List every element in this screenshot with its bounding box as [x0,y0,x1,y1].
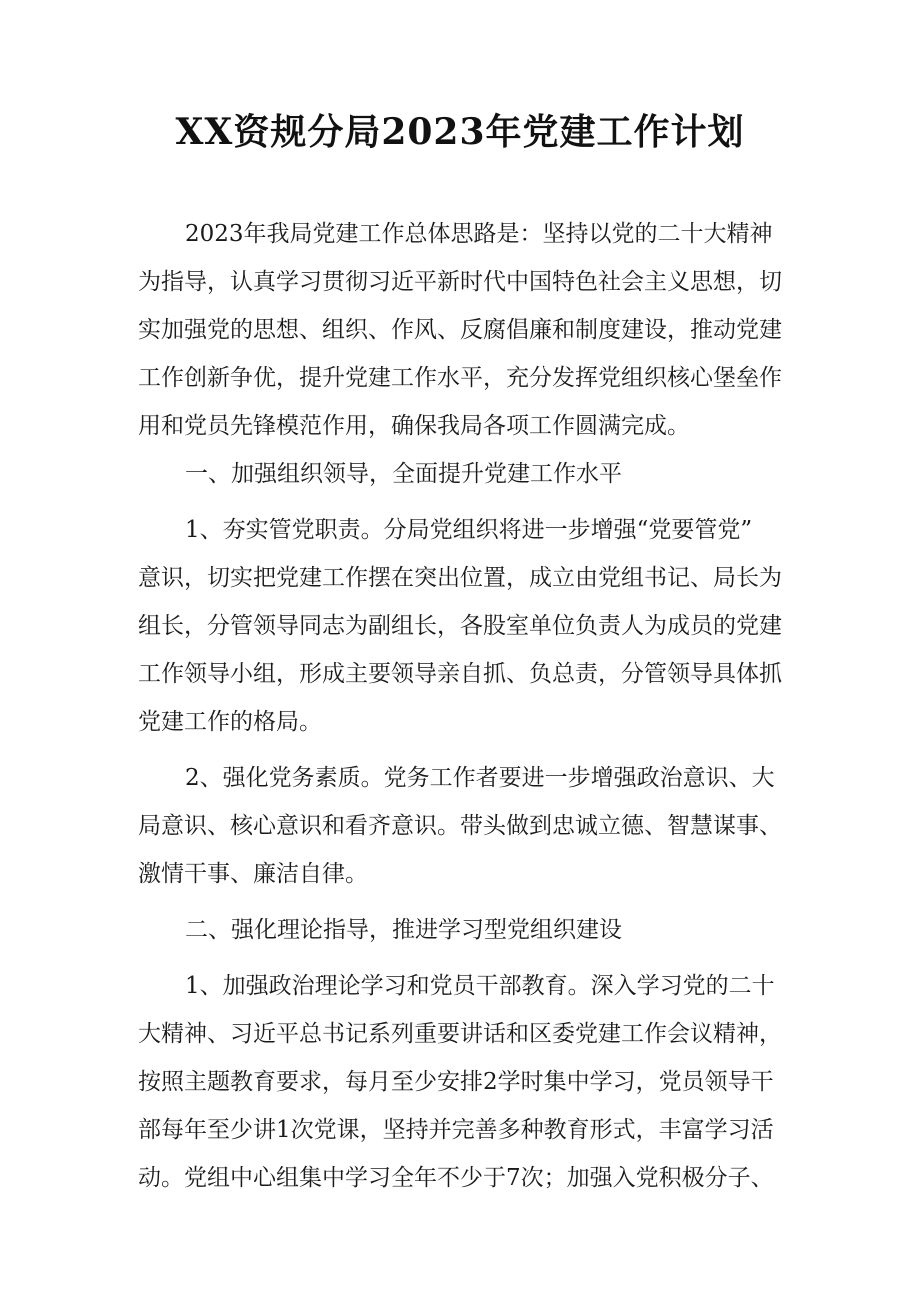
paragraph-line: 局意识、核心意识和看齐意识。带头做到忠诚立德、智慧谋事、 [138,813,782,839]
paragraph-line: 按照主题教育要求，每月至少安排2学时集中学习，党员领导干 [138,1069,774,1095]
paragraph-line: 1、加强政治理论学习和党员干部教育。深入学习党的二十 [185,973,775,999]
paragraph-line: 用和党员先锋模范作用，确保我局各项工作圆满完成。 [138,413,690,439]
paragraph-line: 2023年我局党建工作总体思路是：坚持以党的二十大精神 [185,221,773,247]
paragraph-line: 2、强化党务素质。党务工作者要进一步增强政治意识、大 [185,765,775,791]
paragraph-line: 激情干事、廉洁自律。 [138,861,368,887]
paragraph-line: 党建工作的格局。 [138,709,322,735]
paragraph-line: 实加强党的思想、组织、作风、反腐倡廉和制度建设，推动党建 [138,317,782,343]
document-title: XX资规分局2023年党建工作计划 [175,111,745,153]
paragraph-line: 大精神、习近平总书记系列重要讲话和区委党建工作会议精神， [138,1021,782,1047]
document-body [138,210,798,1202]
paragraph-line: 为指导，认真学习贯彻习近平新时代中国特色社会主义思想，切 [138,269,782,295]
paragraph-line: 1、夯实管党职责。分局党组织将进一步增强“党要管党” [185,517,753,543]
section-heading: 一、加强组织领导，全面提升党建工作水平 [185,461,622,487]
paragraph-line: 工作创新争优，提升党建工作水平，充分发挥党组织核心堡垒作 [138,365,782,391]
paragraph-line: 工作领导小组，形成主要领导亲自抓、负总责，分管领导具体抓 [138,661,782,687]
section-heading: 二、强化理论指导，推进学习型党组织建设 [185,917,622,943]
paragraph-line: 意识，切实把党建工作摆在突出位置，成立由党组书记、局长为 [138,565,782,591]
paragraph-line: 动。党组中心组集中学习全年不少于7次；加强入党积极分子、 [138,1165,774,1191]
paragraph-line: 组长，分管领导同志为副组长，各股室单位负责人为成员的党建 [138,613,782,639]
paragraph-line: 部每年至少讲1次党课，坚持并完善多种教育形式，丰富学习活 [138,1117,774,1143]
